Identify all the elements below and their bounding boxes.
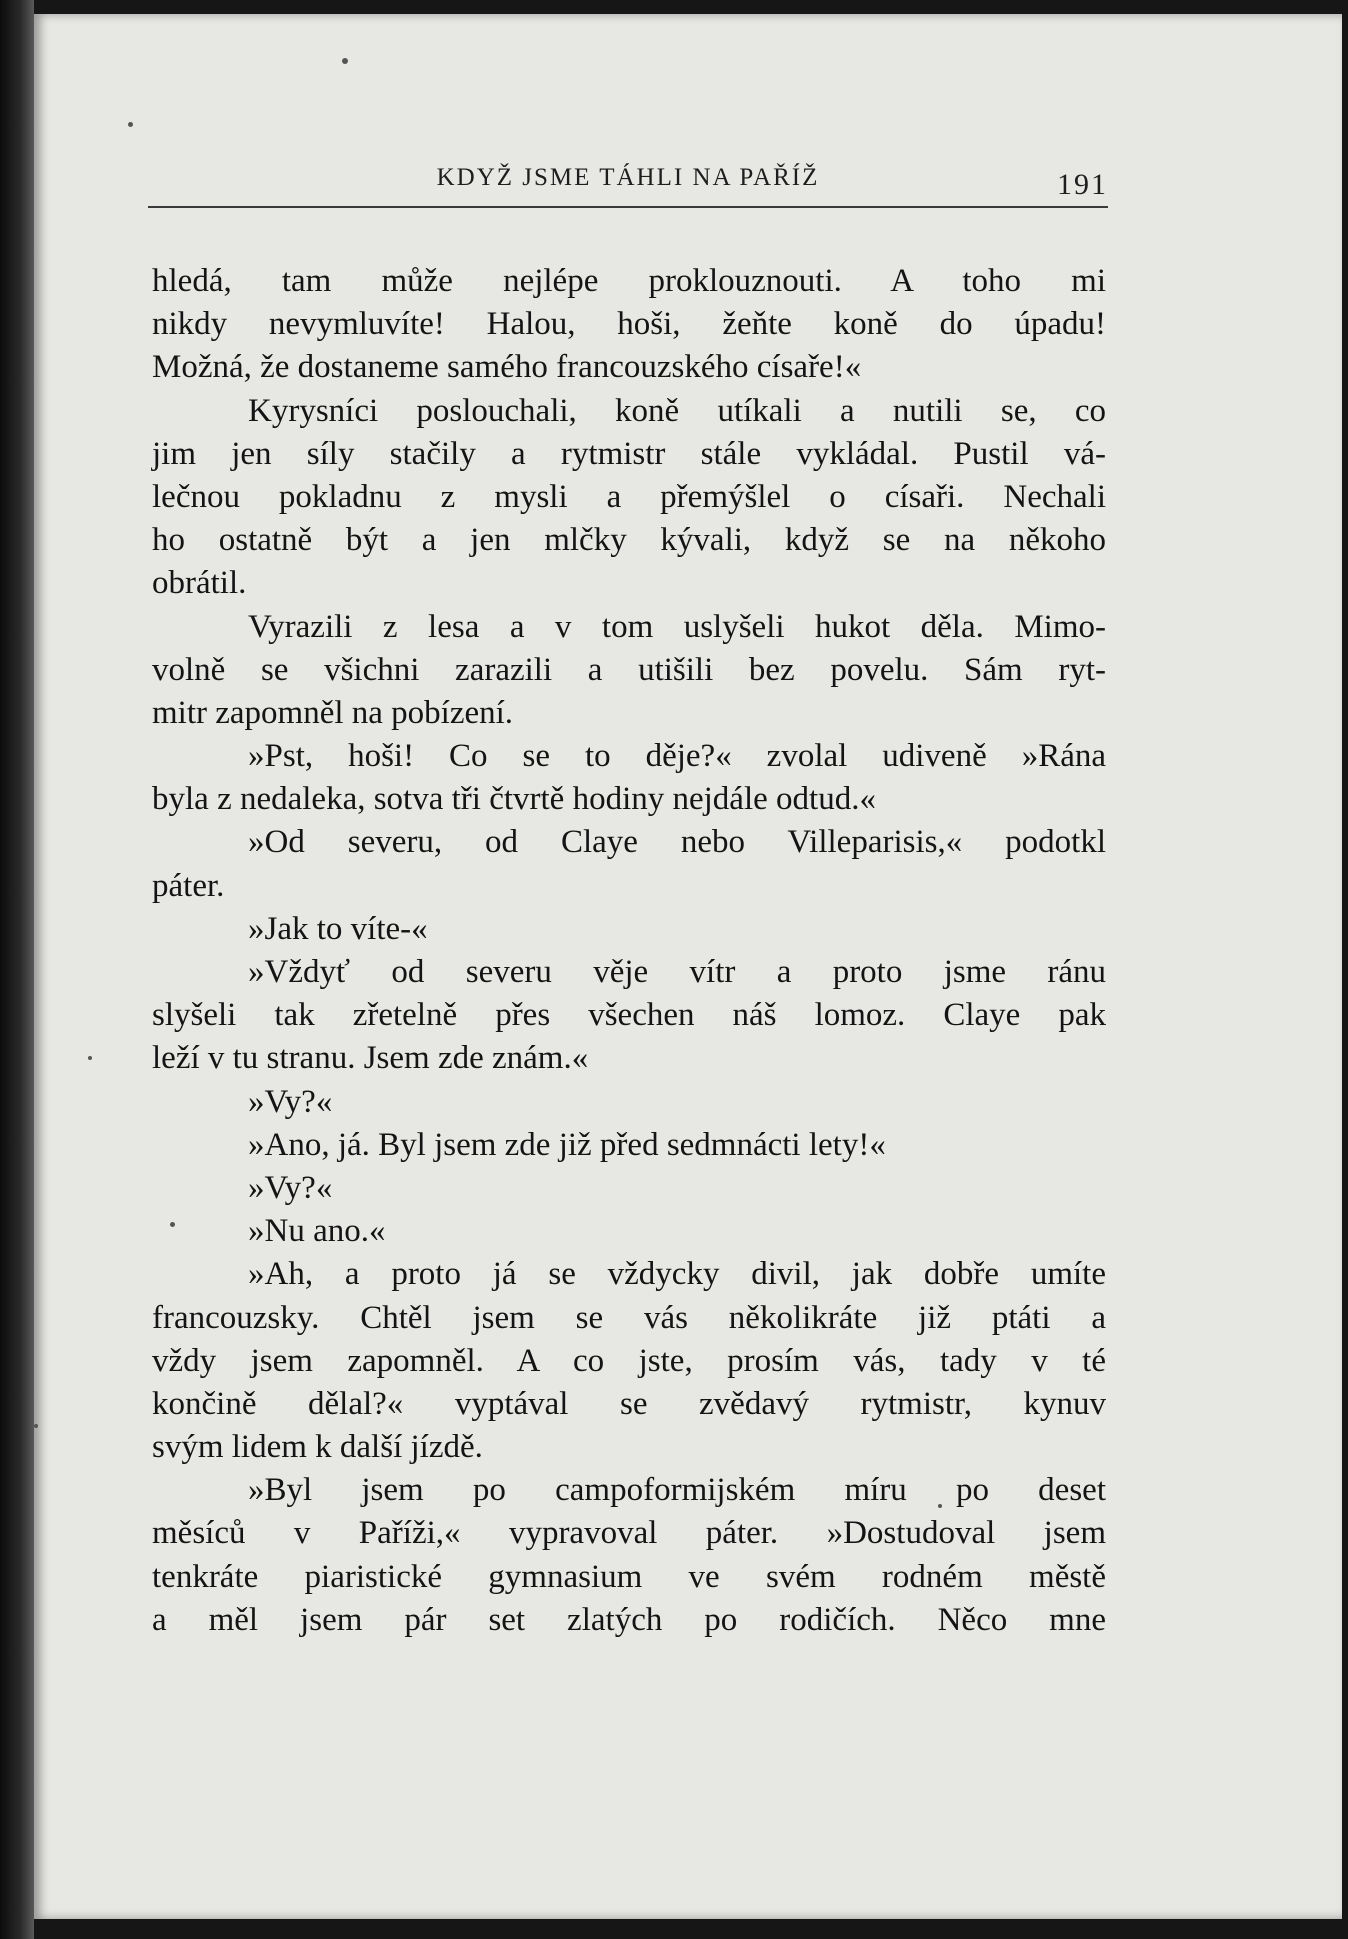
- text-line: hledá, tam může nejlépe proklouznouti. A toho mi: [152, 263, 1106, 299]
- text-line: byla z nedaleka, sotva tři čtvrtě hodiny nejdále odtud.«: [152, 781, 876, 818]
- header-rule: [148, 206, 1108, 208]
- text-line: francouzsky. Chtěl jsem se vás několikráte již ptáti a: [152, 1299, 1106, 1336]
- text-line: končině dělal?« vyptával se zvědavý rytmistr, kynuv: [152, 1385, 1106, 1422]
- text-line: mitr zapomněl na pobízení.: [152, 694, 514, 731]
- text-line: nikdy nevymluvíte! Halou, hoši, žeňte koně do úpadu!: [152, 306, 1106, 343]
- text-line: »Vy?«: [248, 1169, 333, 1206]
- ink-speck: [88, 1056, 92, 1060]
- text-line: »Nu ano.«: [248, 1213, 386, 1250]
- text-line: svým lidem k další jízdě.: [152, 1429, 483, 1466]
- text-line: obrátil.: [152, 565, 247, 602]
- text-line: Kyrysníci poslouchali, koně utíkali a nutili se, co: [248, 392, 1106, 429]
- text-line: tenkráte piaristické gymnasium ve svém rodném městě: [152, 1558, 1106, 1595]
- ink-speck: [34, 1424, 38, 1428]
- text-line: měsíců v Paříži,« vypravoval páter. »Dostudoval jsem: [152, 1515, 1106, 1552]
- text-line: lečnou pokladnu z mysli a přemýšlel o císaři. Nechali: [152, 478, 1106, 515]
- text-line: Vyrazili z lesa a v tom uslyšeli hukot děla. Mimo-: [248, 608, 1106, 645]
- text-line: volně se všichni zarazili a utišili bez povelu. Sám ryt-: [152, 651, 1106, 688]
- text-line: a měl jsem pár set zlatých po rodičích. Něco mne: [152, 1601, 1106, 1638]
- body-text: [152, 260, 1106, 1642]
- text-line: vždy jsem zapomněl. A co jste, prosím vás, tady v té: [152, 1342, 1106, 1379]
- text-line: páter.: [152, 867, 225, 904]
- book-gutter-shadow: [0, 0, 34, 1939]
- page-number: 191: [1057, 168, 1108, 201]
- ink-speck: [128, 122, 133, 127]
- text-line: »Ano, já. Byl jsem zde již před sedmnácti lety!«: [248, 1126, 886, 1163]
- text-line: »Vždyť od severu věje vítr a proto jsme ránu: [248, 954, 1106, 990]
- text-line: jim jen síly stačily a rytmistr stále vykládal. Pustil vá-: [152, 435, 1106, 472]
- text-line: ho ostatně být a jen mlčky kývali, když se na někoho: [152, 522, 1106, 559]
- text-line: leží v tu stranu. Jsem zde znám.«: [152, 1040, 589, 1077]
- page-header: [148, 160, 1108, 210]
- running-title: KDYŽ JSME TÁHLI NA PAŘÍŽ: [436, 164, 820, 191]
- ink-speck: [342, 58, 348, 64]
- text-line: »Pst, hoši! Co se to děje?« zvolal udiveně »Rána: [248, 738, 1106, 775]
- text-line: »Jak to víte-«: [248, 910, 428, 947]
- text-line: »Vy?«: [248, 1083, 333, 1120]
- text-line: »Byl jsem po campoformijském míru po deset: [248, 1472, 1106, 1509]
- text-line: »Ah, a proto já se vždycky divil, jak dobře umíte: [248, 1256, 1106, 1293]
- text-line: slyšeli tak zřetelně přes všechen náš lomoz. Claye pak: [152, 997, 1106, 1034]
- text-line: Možná, že dostaneme samého francouzského císaře!«: [152, 349, 862, 386]
- text-line: »Od severu, od Claye nebo Villeparisis,« podotkl: [248, 824, 1106, 861]
